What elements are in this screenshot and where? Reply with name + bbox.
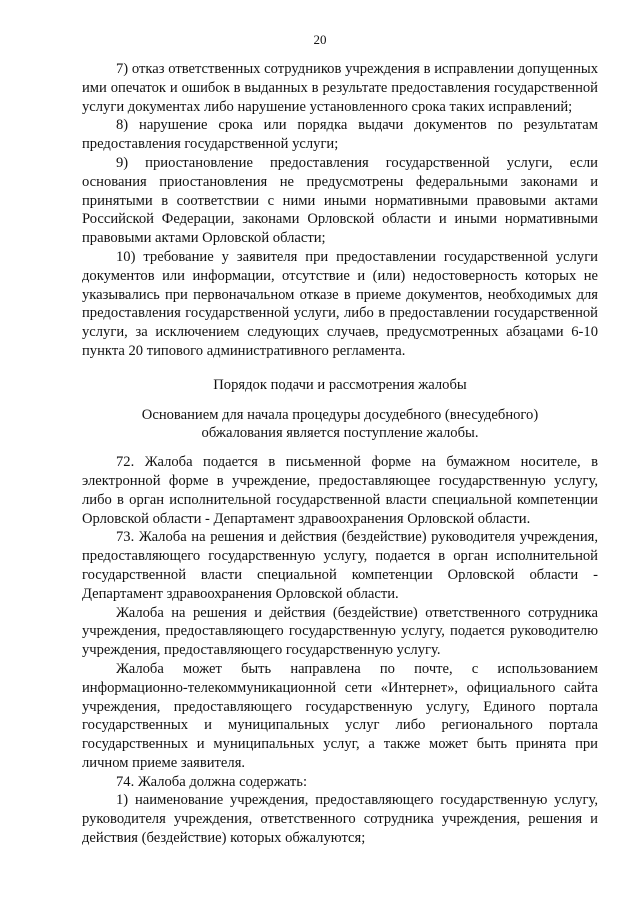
list-item-9: 9) приостановление предоставления государственной услуги, если основания приостановления не предусмотрены федеральными законами и принятыми в соответствии с ними иными нормативными правовыми актами Российской Федерации, законами Орловской области и иными нормативными правовыми актами Орловской области;	[82, 154, 598, 247]
paragraph-74-item-1: 1) наименование учреждения, предоставляющего государственную услугу, руководителя учреждения, ответственного сотрудника учреждения, решения и действия (бездействие) которых обжалуются;	[82, 792, 598, 847]
list-item-7: 7) отказ ответственных сотрудников учреждения в исправлении допущенных ими опечаток и ошибок в выданных в результате предоставления государственной услуги документах либо нарушение установленного срока таких исправлений;	[82, 61, 598, 115]
subsection-heading-line1: Основанием для начала процедуры досудебного (внесудебного)	[141, 406, 539, 423]
paragraph-74: 74. Жалоба должна содержать:	[116, 773, 307, 790]
document-body	[82, 60, 598, 848]
section-heading: Порядок подачи и рассмотрения жалобы	[213, 376, 467, 393]
list-item-10: 10) требование у заявителя при предоставлении государственной услуги документов или информации, отсутствие и (или) недостоверность которых не указывались при первоначальном отказе в приеме документов, необходимых для предоставления государственной услуги, либо в предоставлении государственной услуги, за исключением следующих случаев, предусмотренных абзацами 6-10 пункта 20 типового административного регламента.	[82, 248, 598, 359]
paragraph-73-channels: Жалоба может быть направлена по почте, с использованием информационно-телекоммуникационной сети «Интернет», официального сайта учреждения, предоставляющего государственную услугу, Единого портала государственных и муниципальных услуг либо регионального портала государственных и муниципальных услуг, а также может быть принята при личном приеме заявителя.	[82, 660, 598, 771]
paragraph-72: 72. Жалоба подается в письменной форме на бумажном носителе, в электронной форме в учреждение, предоставляющее государственную услугу, либо в орган исполнительной государственной власти специальной компетенции Орловской области - Департамент здравоохранения Орловской области.	[82, 454, 598, 527]
subsection-heading-line2: обжалования является поступление жалобы.	[201, 425, 479, 442]
paragraph-73-employee: Жалоба на решения и действия (бездействие) ответственного сотрудника учреждения, предоставляющего государственную услугу, подается руководителю учреждения, предоставляющего государственную услугу.	[82, 604, 598, 659]
list-item-8: 8) нарушение срока или порядка выдачи документов по результатам предоставления государственной услуги;	[82, 117, 598, 153]
page-number: 20	[313, 32, 327, 47]
paragraph-73: 73. Жалоба на решения и действия (бездействие) руководителя учреждения, предоставляющего государственную услугу, подается в орган исполнительной государственной власти специальной компетенции Орловской области - Департамент здравоохранения Орловской области.	[82, 529, 598, 602]
